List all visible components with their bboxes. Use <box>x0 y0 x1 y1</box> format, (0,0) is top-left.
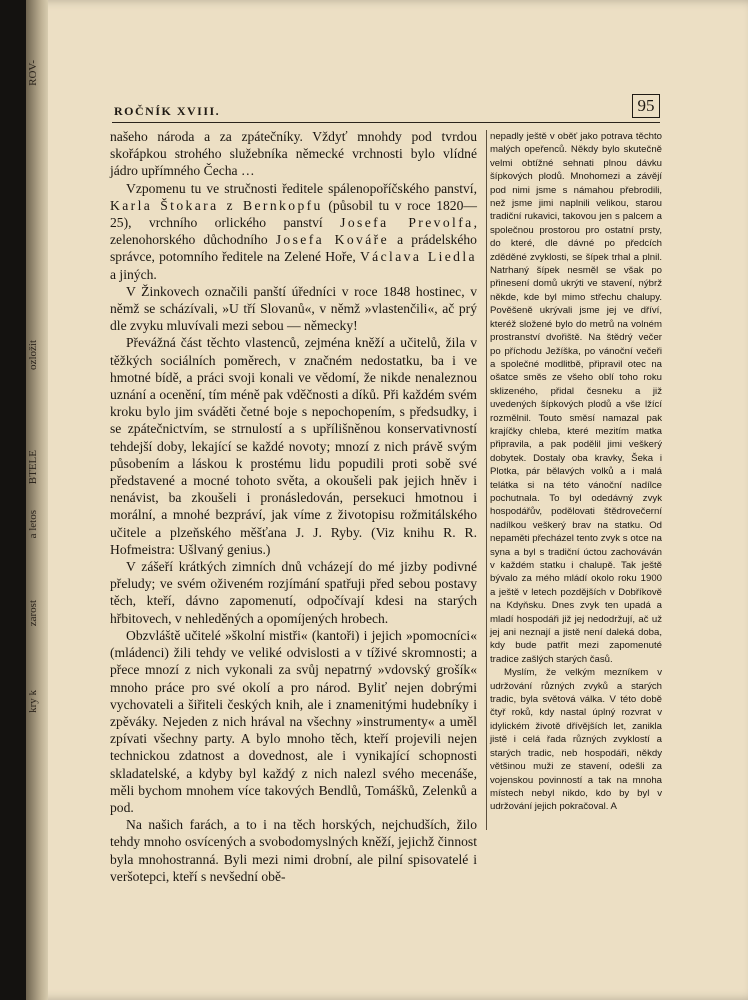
margin-fragment: ROV- <box>27 60 39 86</box>
paragraph: Na našich farách, a to i na těch horských, nejchudších, žilo tehdy mnoho osvícených a svobodomyslných kněží, jejichž činnost byla mnohostranná. Byli mezi nimi drobní, ale pilní spisovatelé i veršotepci, kteří s nevšední obě- <box>110 817 477 884</box>
person-name: Karla Štokara z Bernkopfu <box>110 197 323 213</box>
margin-fragment: a letos <box>27 510 39 539</box>
person-name: Václava Liedla <box>359 249 477 265</box>
paragraph: Vzpomenu tu ve stručnosti ředitele spálenopoříčského panství, Karla Štokara z Bernkopfu (působil tu v roce 1820—25), vrchního orlického panství Josefa Prevolfa, zelenohorského důchodního Josefa Kováře a prádelského správce, potomního ředitele na Zelené Hoře, Václava Liedla a jiných. <box>110 180 477 282</box>
margin-fragment: kry k <box>27 690 39 713</box>
header-rule <box>112 122 660 123</box>
person-name: Josefa Kováře <box>275 232 390 248</box>
paragraph: Myslím, že velkým mezníkem v udržování různých zvyků a starých tradic, byla světová válka. V této době čtyř roků, kdy nastal úplný rozvrat v idylickém životě dřívějších let, zanikla jistě i celá řada různých zvyklostí a starých tradic, neb hospodáři, někdy většinou muži ze stavení, odešli za vojenskou povinností a tak na mnoha místech nebyl nikdo, kdo by byl v udržování jejich pokračoval. A <box>490 667 662 813</box>
paragraph: Obzvláště učitelé »školní mistři« (kantoři) i jejich »pomocníci« (mládenci) žili tehdy ve veliké odvislosti a v tíživé skromnosti; a přece mnozí z nich vykonali za svůj nepatrný »vdovský grošík« mnoho práce pro své okolí a pro národ. Byliť nejen dobrými vychovateli a šiřiteli českých knih, ale i znamenitými hudebníky i zpěváky. Nejeden z nich hrával na všechny »instrumenty« a uměl zpívati všechny party. A bylo mnoho těch, kteří projevili nejen technickou zdatnost a dovednost, ale i vynikající schopnosti skladatelské, a kdyby byl každý z nich nalezl svého mecenáše, měli bychom mnohem více takových Bendlů, Tomášků, Zelenků a pod. <box>110 627 477 815</box>
column-divider <box>486 130 487 830</box>
paragraph: nepadly ještě v oběť jako potrava těchto malých opeřenců. Někdy bylo skutečně velmi obtížné sehnati plnou dávku šípkových plodů. Mnohomezi a závějí pod nimi jsme s námahou přebrodili, než jsme jimi naplnili velikou, starou tradiční rukavici, takovou jen s palcem a společnou prostorou pro ostatní prsty, do které, dle dávné po předcích zděděné zvyklosti, se šípek trhal a plnil. Natrhaný šípek nesměl se však po přinesení domů ukrýti ve stavení, nýbrž někde, kde byl mimo střechu chalupy. Pověšeně ukrývali jsme jej ve dříví, kteréž složené bylo do metrů na volném prostranství dvořiště. Na štědrý večer po příchodu Ježíška, po vánoční večeři a společné modlitbě, připravil otec na ošatce směs ze všeho oblí toho roku sklizeného, přidal česneku a již uvedených šípkových plodů a vše lžící rozmělnil. Touto směsí namazal pak krajíčky chleba, které mezitím matka připravila, a pak podělil jimi veškerý dobytek. Dostaly oba kravky, Šeka i Plotka, pár bělavých volků a i malá telátka si na této vánoční nadílce pochutnala. To byl odedávný zvyk hospodářův, podělovati štědrovečerní nadílkou veškerý brav na statku. Od nepaměti přecházel tento zvyk s otce na syna a byl s tradiční úctou zachováván v každém statku i chalupě. Tak ještě bývalo za mého mládí okolo roku 1900 a ještě v letech pozdějších v Dobříkově na Kdyňsku. Dnes zvyk ten upadá a mladí hospodáři již jej nedodržují, ač už jej ani neznají a jistě není daleká doba, kdy bude patřit mezi zapomenuté tradice zašlých starých časů. <box>490 131 662 665</box>
side-column <box>490 130 662 814</box>
margin-fragment: ozložit <box>27 340 39 370</box>
margin-fragment: BTELE <box>27 450 39 485</box>
adjacent-page-edge <box>26 0 48 1000</box>
paragraph: našeho národa a za zpátečníky. Vždyť mnohdy pod tvrdou skořápkou strohého služebníka německé vrchnosti bylo vlídné jádro upřímného Čecha … <box>110 129 477 179</box>
paragraph: Převážná část těchto vlastenců, zejména kněží a učitelů, žila v těžkých sociálních poměrech, v značném nedostatku, ba i ve hmotné bídě, a práci svoji konali ve vědomí, že nikde nenaleznou uznání a ocenění, tím méně pak vděčnosti a díků. Při každém svém kroku bylo jim sváděti četné boje s nepochopením, s předsudky, i se zpátečnictvím, se strnulostí a s upřílišněnou konservativností tehdejší doby, lekající se každé novoty; mnozí z nich právě svým působením a láskou k prostému lidu popudili proti sobě své představené a mocné tohoto světa, a okoušeli pak jejich hněv i nenávist, ba zkoušeli i pronásledován, persekuci hmotnou i morální, a mnohé bezpráví, jak víme z životopisu rožmitálského učitele a plzeňského měšťana J. J. Ryby. (Viz knihu R. R. Hofmeistra: Ušlvaný genius.) <box>110 335 477 557</box>
person-name: Josefa Prevolfa <box>340 215 474 231</box>
running-head: ROČNÍK XVIII. <box>114 104 221 118</box>
page-number: 95 <box>632 94 660 118</box>
paragraph: V zášeří krátkých zimních dnů vcházejí do mé jizby podivné přeludy; ve svém oživeném rozjímání spatřuji před sebou postavy těch, kteří, dávno zapomenutí, odpočívají kdesi na starých hřbitovech, v nehleděných a opomíjených hrobech. <box>110 559 477 626</box>
paragraph: V Žinkovech označili panští úředníci v roce 1848 hostinec, v němž se scházívali, »U tří Slovanů«, v němž »vlastenčili«, ač prý dle zvyku mluvívali mezi sebou — německy! <box>110 283 477 334</box>
main-column <box>110 128 477 885</box>
margin-fragment: zarost <box>27 600 39 627</box>
book-page <box>26 0 748 1000</box>
